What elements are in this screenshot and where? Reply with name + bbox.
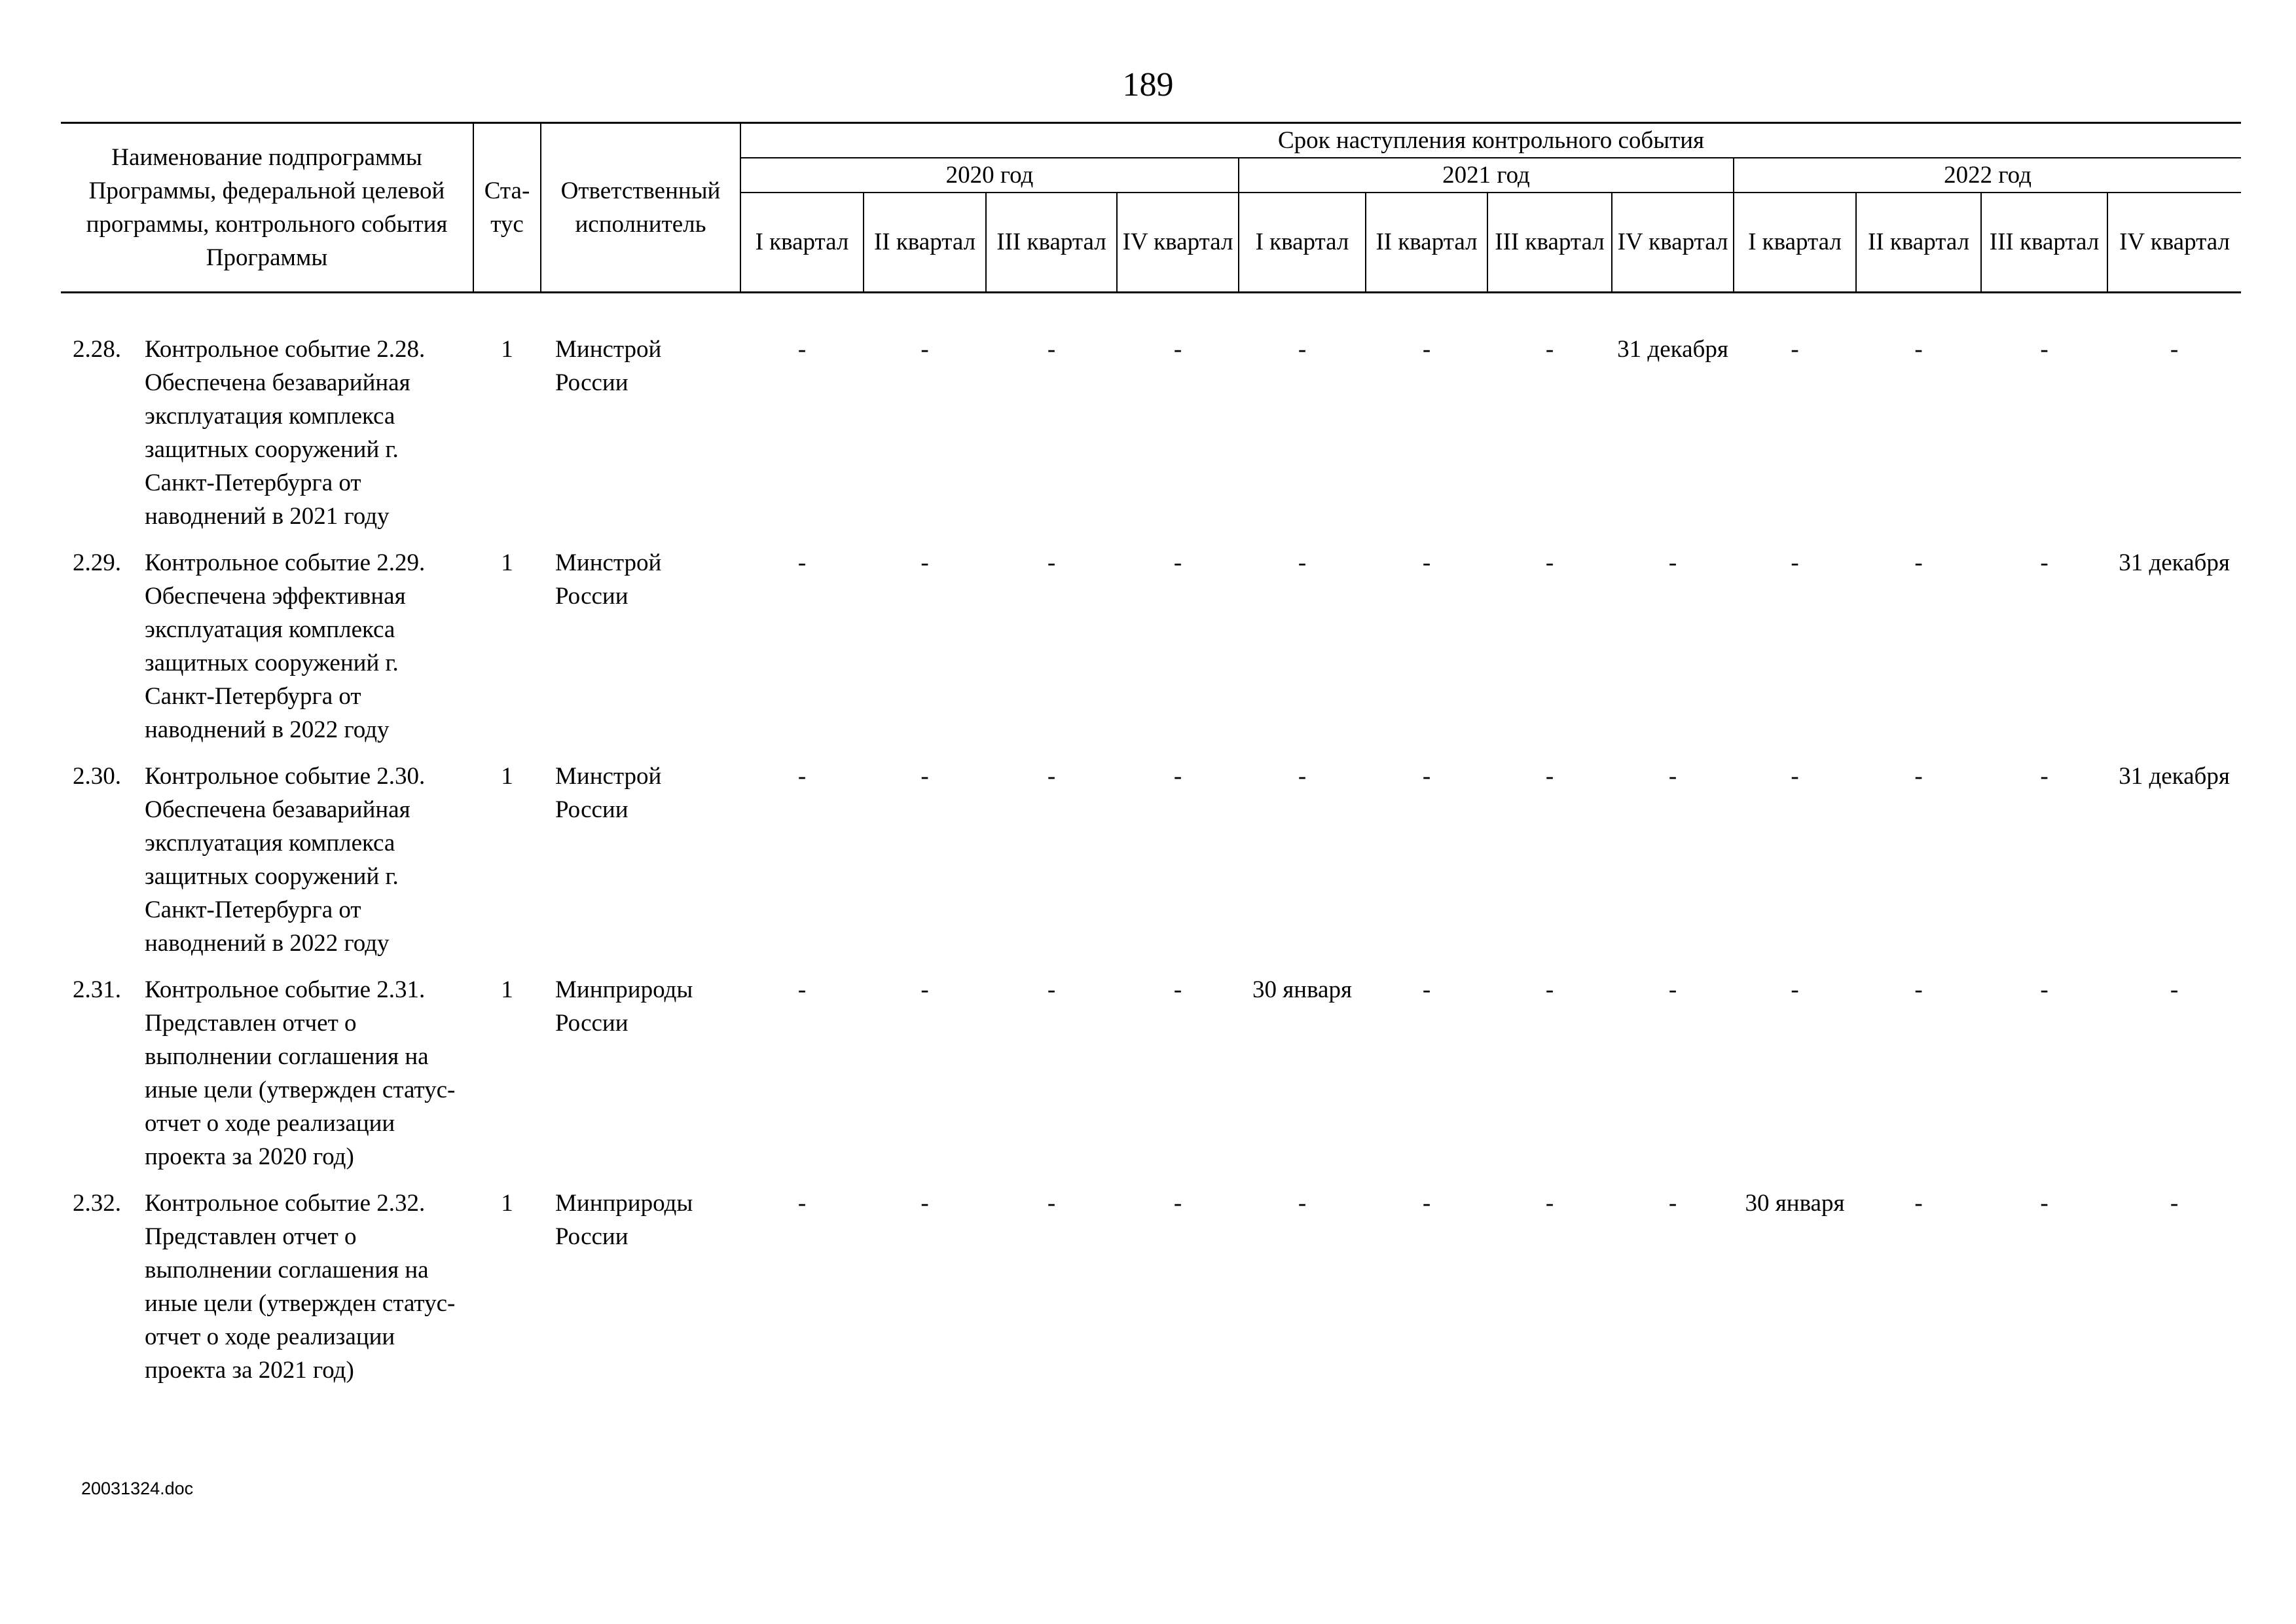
event-executor: Минстрой России bbox=[555, 335, 662, 396]
header-name-column: Наименование подпрограммы Программы, федеральной целевой программы, контрольного события Программы bbox=[61, 123, 473, 293]
table-row bbox=[61, 292, 2241, 533]
quarter-cell: - bbox=[2040, 549, 2049, 576]
control-events-table bbox=[61, 122, 2241, 1387]
quarter-cell: - bbox=[1914, 762, 1923, 790]
quarter-cell: - bbox=[797, 549, 807, 576]
event-cell bbox=[61, 533, 473, 747]
quarter-cell: - bbox=[2170, 1189, 2179, 1217]
quarter-cell: - bbox=[1173, 976, 1182, 1003]
header-year-2022: 2022 год bbox=[1734, 158, 2241, 193]
quarter-cell: - bbox=[1422, 335, 1431, 363]
table-row bbox=[61, 747, 2241, 960]
header-quarter: II квартал bbox=[864, 193, 986, 292]
header-year-2021: 2021 год bbox=[1239, 158, 1734, 193]
event-number: 2.32. bbox=[73, 1189, 121, 1217]
event-name: Контрольное событие 2.32. Представлен отчет о выполнении соглашения на иные цели (утвержден статус-отчет о ходе реализации проекта за 2021 год) bbox=[145, 1189, 456, 1384]
table-row bbox=[61, 1173, 2241, 1387]
quarter-cell: - bbox=[1668, 976, 1677, 1003]
quarter-cell: - bbox=[1914, 335, 1923, 363]
event-number: 2.29. bbox=[73, 549, 121, 576]
table-body bbox=[61, 292, 2241, 1387]
event-name: Контрольное событие 2.31. Представлен отчет о выполнении соглашения на иные цели (утвержден статус-отчет о ходе реализации проекта за 2020 год) bbox=[145, 976, 456, 1170]
event-executor: Минстрой России bbox=[555, 549, 662, 610]
quarter-cell: - bbox=[1668, 1189, 1677, 1217]
quarter-cell: - bbox=[1173, 762, 1182, 790]
quarter-cell: - bbox=[1047, 335, 1056, 363]
header-deadline-group: Срок наступления контрольного события bbox=[740, 123, 2241, 158]
quarter-cell: - bbox=[1422, 762, 1431, 790]
quarter-cell: - bbox=[1914, 549, 1923, 576]
header-quarter: II квартал bbox=[1856, 193, 1981, 292]
schedule-table-container bbox=[61, 122, 2241, 1387]
quarter-cell: - bbox=[2040, 1189, 2049, 1217]
quarter-cell: - bbox=[920, 1189, 929, 1217]
quarter-cell: - bbox=[797, 976, 807, 1003]
quarter-cell: - bbox=[1545, 976, 1554, 1003]
quarter-cell: - bbox=[920, 335, 929, 363]
quarter-cell: - bbox=[1545, 1189, 1554, 1217]
header-quarter: I квартал bbox=[1239, 193, 1366, 292]
quarter-cell: - bbox=[2170, 335, 2179, 363]
header-quarter: IV квартал bbox=[1117, 193, 1239, 292]
quarter-cell: - bbox=[1173, 549, 1182, 576]
quarter-cell: - bbox=[797, 1189, 807, 1217]
header-year-2020: 2020 год bbox=[740, 158, 1239, 193]
quarter-cell: - bbox=[1914, 1189, 1923, 1217]
quarter-cell: - bbox=[2170, 976, 2179, 1003]
quarter-cell: 30 января bbox=[1252, 976, 1352, 1003]
quarter-cell: - bbox=[1298, 1189, 1307, 1217]
quarter-cell: - bbox=[1422, 976, 1431, 1003]
table-row bbox=[61, 960, 2241, 1173]
quarter-cell: - bbox=[1047, 549, 1056, 576]
quarter-cell: - bbox=[1668, 549, 1677, 576]
table-row bbox=[61, 533, 2241, 747]
quarter-cell: - bbox=[2040, 976, 2049, 1003]
quarter-cell: - bbox=[1545, 549, 1554, 576]
quarter-cell: - bbox=[1545, 762, 1554, 790]
footer-filename: 20031324.doc bbox=[81, 1479, 194, 1498]
event-status: 1 bbox=[501, 1189, 513, 1217]
quarter-cell: 31 декабря bbox=[2119, 549, 2230, 576]
quarter-cell: - bbox=[1047, 762, 1056, 790]
quarter-cell: - bbox=[920, 762, 929, 790]
header-quarter: II квартал bbox=[1366, 193, 1487, 292]
event-name: Контрольное событие 2.28. Обеспечена безаварийная эксплуатация комплекса защитных сооружений г. Санкт-Петербурга от наводнений в 2021 году bbox=[145, 335, 426, 530]
quarter-cell: 30 января bbox=[1745, 1189, 1845, 1217]
event-cell bbox=[61, 292, 473, 533]
page-number: 189 bbox=[1122, 66, 1174, 103]
quarter-cell: - bbox=[2040, 762, 2049, 790]
quarter-cell: - bbox=[797, 762, 807, 790]
quarter-cell: - bbox=[1914, 976, 1923, 1003]
event-number: 2.28. bbox=[73, 335, 121, 363]
event-cell bbox=[61, 960, 473, 1173]
quarter-cell: - bbox=[1422, 1189, 1431, 1217]
quarter-cell: - bbox=[2040, 335, 2049, 363]
quarter-cell: - bbox=[1545, 335, 1554, 363]
quarter-cell: - bbox=[1047, 976, 1056, 1003]
event-name: Контрольное событие 2.29. Обеспечена эффективная эксплуатация комплекса защитных сооружений г. Санкт-Петербурга от наводнений в 2022 году bbox=[145, 549, 426, 743]
event-status: 1 bbox=[501, 549, 513, 576]
header-quarter: IV квартал bbox=[2107, 193, 2241, 292]
event-cell bbox=[61, 747, 473, 960]
quarter-cell: - bbox=[1298, 549, 1307, 576]
event-number: 2.30. bbox=[73, 762, 121, 790]
event-executor: Минстрой России bbox=[555, 762, 662, 823]
header-quarter: I квартал bbox=[1734, 193, 1856, 292]
quarter-cell: - bbox=[920, 549, 929, 576]
quarter-cell: - bbox=[1791, 335, 1799, 363]
quarter-cell: - bbox=[1298, 762, 1307, 790]
quarter-cell: - bbox=[1791, 549, 1799, 576]
header-status-column: Ста-тус bbox=[473, 123, 541, 293]
quarter-cell: 31 декабря bbox=[1617, 335, 1728, 363]
header-quarter: III квартал bbox=[986, 193, 1117, 292]
quarter-cell: 31 декабря bbox=[2119, 762, 2230, 790]
header-quarter: III квартал bbox=[1487, 193, 1612, 292]
event-number: 2.31. bbox=[73, 976, 121, 1003]
header-quarter: III квартал bbox=[1981, 193, 2107, 292]
quarter-cell: - bbox=[1173, 1189, 1182, 1217]
event-executor: Минприроды России bbox=[555, 976, 693, 1037]
header-quarter: I квартал bbox=[740, 193, 864, 292]
quarter-cell: - bbox=[1298, 335, 1307, 363]
event-name: Контрольное событие 2.30. Обеспечена безаварийная эксплуатация комплекса защитных сооружений г. Санкт-Петербурга от наводнений в 2022 году bbox=[145, 762, 426, 957]
quarter-cell: - bbox=[797, 335, 807, 363]
quarter-cell: - bbox=[1668, 762, 1677, 790]
quarter-cell: - bbox=[1422, 549, 1431, 576]
event-status: 1 bbox=[501, 335, 513, 363]
quarter-cell: - bbox=[1791, 762, 1799, 790]
quarter-cell: - bbox=[920, 976, 929, 1003]
event-status: 1 bbox=[501, 762, 513, 790]
header-quarter: IV квартал bbox=[1612, 193, 1734, 292]
quarter-cell: - bbox=[1791, 976, 1799, 1003]
table-header bbox=[61, 123, 2241, 293]
header-executor-column: Ответственный исполнитель bbox=[541, 123, 740, 293]
event-cell bbox=[61, 1173, 473, 1387]
quarter-cell: - bbox=[1047, 1189, 1056, 1217]
event-executor: Минприроды России bbox=[555, 1189, 693, 1250]
event-status: 1 bbox=[501, 976, 513, 1003]
quarter-cell: - bbox=[1173, 335, 1182, 363]
